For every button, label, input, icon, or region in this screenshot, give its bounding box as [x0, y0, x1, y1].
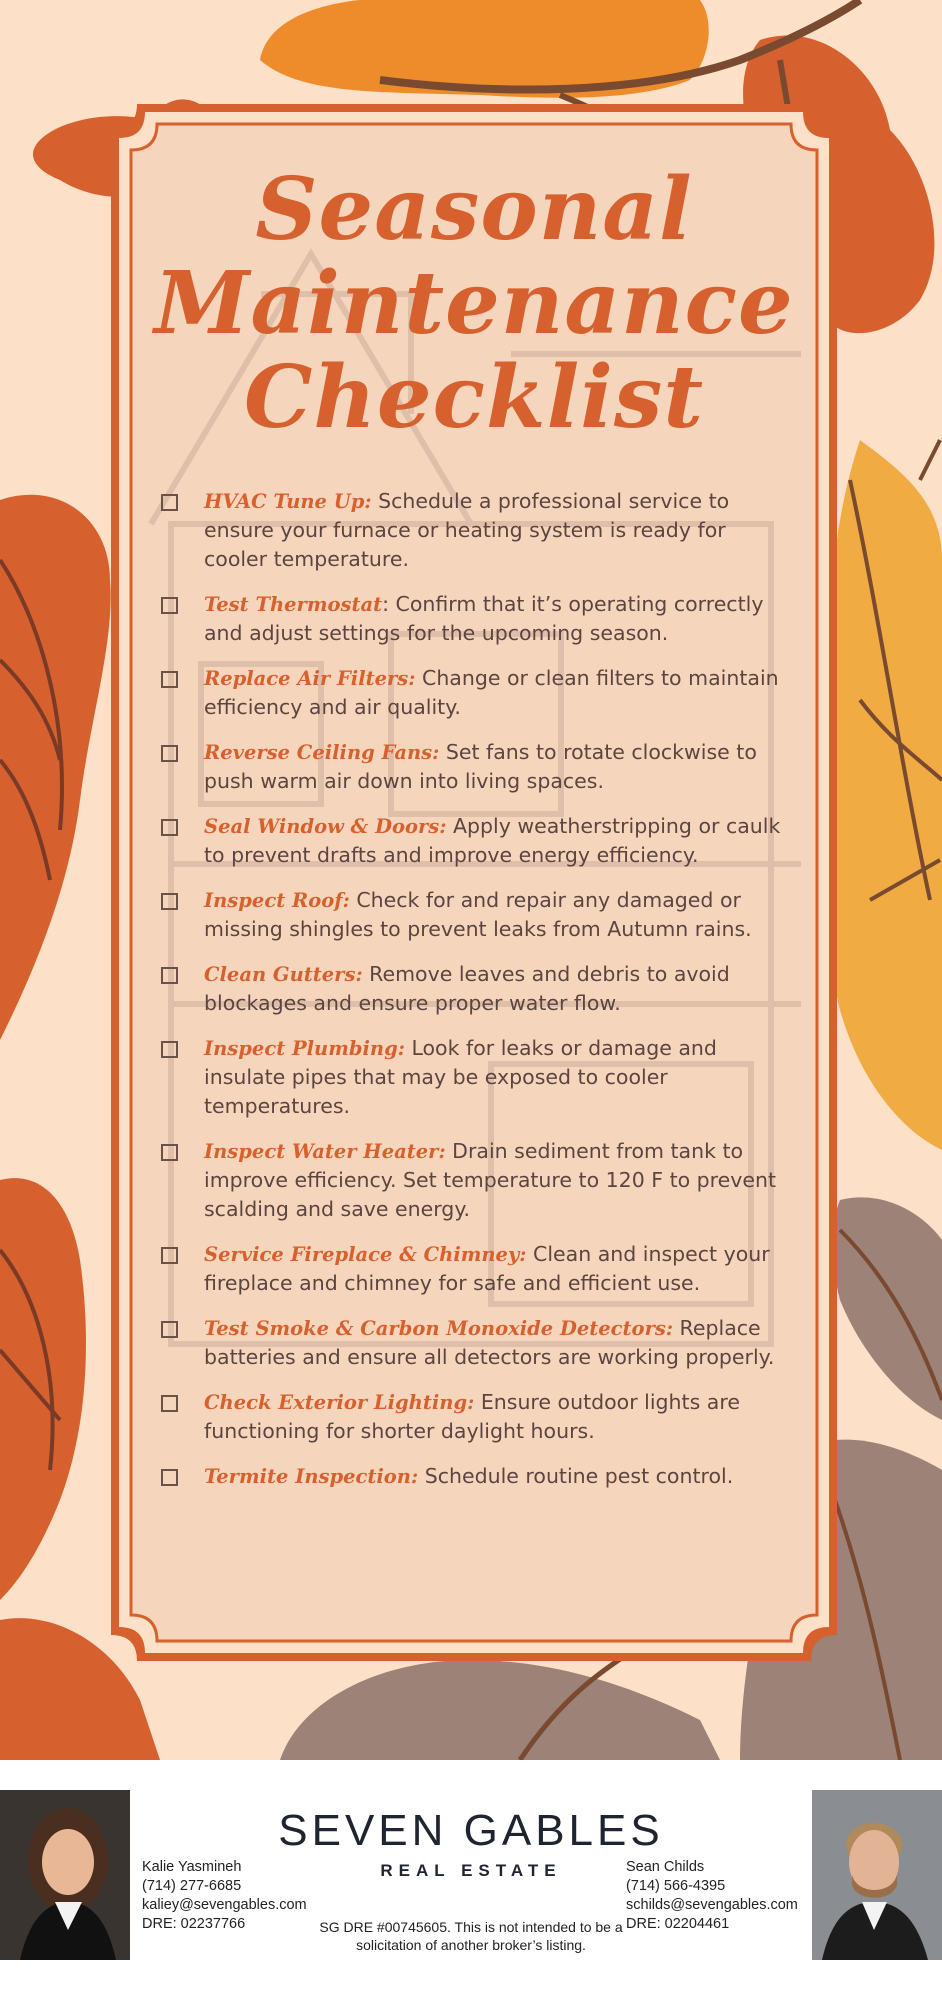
item-text: Apply weatherstripping or caulk to prevent drafts and improve energy efficiency.	[204, 814, 781, 867]
item-text: Replace batteries and ensure all detectors are working properly.	[204, 1316, 775, 1369]
item-text: Schedule a professional service to ensure your furnace or heating system is ready for cooler temperature.	[204, 489, 730, 571]
agent-email[interactable]: kaliey@sevengables.com	[142, 1897, 307, 1913]
checkbox[interactable]	[161, 597, 178, 614]
item-label: Seal Window & Doors:	[204, 815, 447, 838]
item-text: Change or clean filters to maintain efficiency and air quality.	[204, 666, 779, 719]
item-label: Reverse Ceiling Fans:	[204, 741, 440, 764]
checkbox[interactable]	[161, 671, 178, 688]
brand-subtitle: REAL ESTATE	[380, 1861, 562, 1880]
item-text: Look for leaks or damage and insulate pipes that may be exposed to cooler temperatures.	[204, 1036, 717, 1118]
agent-phone[interactable]: (714) 566-4395	[626, 1878, 726, 1894]
item-text: Remove leaves and debris to avoid blockages and ensure proper water flow.	[204, 962, 730, 1015]
agent-license: DRE: 02204461	[626, 1916, 730, 1932]
item-text: Clean and inspect your fireplace and chimney for safe and efficient use.	[204, 1242, 770, 1295]
checkbox[interactable]	[161, 967, 178, 984]
checkbox[interactable]	[161, 1321, 178, 1338]
checkbox[interactable]	[161, 1041, 178, 1058]
brand-name: SEVEN GABLES	[278, 1806, 664, 1855]
checklist-item	[161, 886, 791, 944]
item-label: Replace Air Filters:	[204, 667, 416, 690]
agent-footer	[0, 1760, 942, 2000]
page-title-line-1: Seasonal	[255, 159, 693, 260]
item-label: Service Fireplace & Chimney:	[204, 1243, 527, 1266]
agent-photo-right	[812, 1790, 942, 1960]
agent-name: Kalie Yasmineh	[142, 1859, 242, 1875]
checkbox[interactable]	[161, 1144, 178, 1161]
item-label: HVAC Tune Up:	[204, 490, 372, 513]
checkbox[interactable]	[161, 893, 178, 910]
checklist-item	[161, 1462, 791, 1491]
checklist-card	[111, 104, 837, 1661]
item-label: Test Smoke & Carbon Monoxide Detectors:	[204, 1317, 674, 1340]
checklist-item	[161, 738, 791, 796]
checkbox[interactable]	[161, 1247, 178, 1264]
checkbox[interactable]	[161, 819, 178, 836]
checkbox[interactable]	[161, 494, 178, 511]
item-label: Inspect Plumbing:	[204, 1037, 405, 1060]
item-label: Test Thermostat	[204, 593, 383, 616]
checklist-item	[161, 664, 791, 722]
checklist-item	[161, 1240, 791, 1298]
item-text: : Confirm that it’s operating correctly and adjust settings for the upcoming season.	[204, 592, 764, 645]
checklist-item	[161, 590, 791, 648]
item-text: Check for and repair any damaged or missing shingles to prevent leaks from Autumn rains.	[204, 888, 752, 941]
agent-license: DRE: 02237766	[142, 1916, 246, 1932]
item-label: Check Exterior Lighting:	[204, 1391, 475, 1414]
page-title-line-2: Maintenance	[154, 253, 794, 354]
item-text: Drain sediment from tank to improve efficiency. Set temperature to 120 F to prevent scalding and save energy.	[204, 1139, 777, 1221]
checklist-item	[161, 812, 791, 870]
agent-info-right	[626, 1858, 798, 1934]
item-text: Ensure outdoor lights are functioning for shorter daylight hours.	[204, 1390, 740, 1443]
checkbox[interactable]	[161, 1395, 178, 1412]
item-label: Clean Gutters:	[204, 963, 363, 986]
disclaimer: SG DRE #00745605. This is not intended to be a solicitation of another broker’s listing.	[319, 1919, 623, 1953]
agent-email[interactable]: schilds@sevengables.com	[626, 1897, 798, 1913]
item-text: Set fans to rotate clockwise to push warm air down into living spaces.	[204, 740, 757, 793]
item-label: Inspect Water Heater:	[204, 1140, 446, 1163]
item-label: Termite Inspection:	[204, 1465, 419, 1488]
checkbox[interactable]	[161, 1469, 178, 1486]
checklist-item	[161, 487, 791, 574]
item-text: Schedule routine pest control.	[418, 1464, 734, 1488]
agent-phone[interactable]: (714) 277-6685	[142, 1878, 242, 1894]
checkbox[interactable]	[161, 745, 178, 762]
checklist-item	[161, 1388, 791, 1446]
checklist	[161, 487, 791, 1507]
checklist-item	[161, 1314, 791, 1372]
agent-name: Sean Childs	[626, 1859, 705, 1875]
page-title-line-3: Checklist	[243, 347, 705, 448]
checklist-item	[161, 960, 791, 1018]
checklist-item	[161, 1137, 791, 1224]
item-label: Inspect Roof:	[204, 889, 350, 912]
checklist-item	[161, 1034, 791, 1121]
